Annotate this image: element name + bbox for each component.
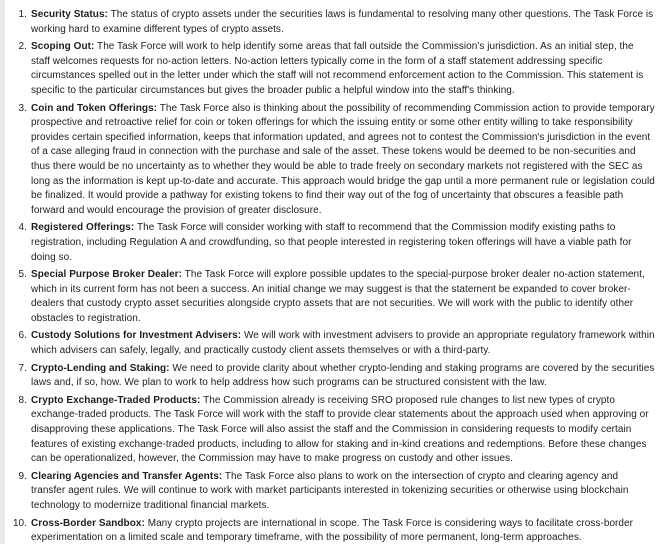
item-text: The Task Force also is thinking about the possibility of recommending Commission action to provide temporary prospective and retroactive relief for coin or token offerings for which the issuing entity or some other entity willing to take responsibility provides certain specified information, keeps that information updated, and agrees not to contest the Commission's jurisdiction in the event of a case alleging fraud in connection with the purchase and sale of the asset. These tokens would be deemed to be non-securities and thus there would be no uncertainty as to whether they would be able to trade freely on secondary markets not registered with the SEC as long as the information is kept up-to-date and accurate. This approach would bridge the gap until a more permanent rule or legislation could be finalized. It would provide a pathway for existing tokens to find their way out of the fog of uncertainty that obscures a feasible path forward and would encourage the provision of greater disclosure. [31, 102, 655, 216]
item-number: 9. [18, 470, 27, 482]
item-number: 6. [18, 330, 27, 342]
item-number: 5. [18, 269, 27, 281]
item-body [31, 268, 655, 326]
item-number: 3. [18, 102, 27, 114]
item-text: The Commission already is receiving SRO proposed rule changes to list new types of crypto exchange-traded products. The Task Force will work with the staff to provide clear statements about the approach used when approving or disapproving these applications. The Task Force will also assist the staff and the Commission in considering requests to modify certain features of existing exchange-traded products, including to allow for staking and in-kind creations and redemptions. Before these changes can be operationalized, however, the Commission may have to make progress on custody and other issues. [31, 394, 649, 465]
item-label: Crypto Exchange-Traded Products: [31, 394, 201, 406]
list-item [1, 517, 655, 546]
item-label: Clearing Agencies and Transfer Agents: [31, 470, 223, 482]
item-number: 4. [18, 222, 27, 234]
item-text: The status of crypto assets under the securities laws is fundamental to resolving many other questions. The Task Force is working hard to examine different types of crypto assets. [31, 9, 654, 35]
item-number: 7. [18, 362, 27, 374]
list-item [1, 102, 655, 219]
item-body [31, 394, 655, 467]
item-number: 2. [18, 41, 27, 53]
item-text: We need to provide clarity about whether crypto-lending and staking programs are covered by the securities laws and, if so, how. We plan to work to help address how such programs can be structured consistent with the law. [31, 362, 655, 389]
list-item [1, 470, 655, 514]
item-text: The Task Force will explore possible updates to the special-purpose broker dealer no-action statement, which in its current form has not been a success. An initial change we may suggest is that the statement be expanded to cover broker-dealers that custody crypto asset securities alongside crypto assets that are not securities. We will work with the public to identify other obstacles to registration. [31, 269, 645, 324]
list-item [1, 8, 655, 37]
item-number: 8. [18, 394, 27, 406]
item-body [31, 102, 655, 219]
item-number: 1. [18, 9, 27, 20]
item-text: Many crypto projects are international in scope. The Task Force is considering ways to facilitate cross-border experimentation on a limited scale and temporary timeframe, with the possibility of more permanent, long-term approaches. [31, 517, 634, 544]
left-edge-strip [0, 0, 5, 544]
item-label: Crypto-Lending and Staking: [31, 362, 170, 374]
list-item [1, 329, 655, 358]
item-label: Registered Offerings: [31, 222, 135, 234]
item-label: Security Status: [31, 9, 108, 20]
list-item [1, 221, 655, 265]
item-text: The Task Force also plans to work on the intersection of crypto and clearing agency and transfer agent rules. We will continue to work with market participants interested in tokenizing securities or otherwise using blockchain technology to modernize traditional financial markets. [31, 470, 629, 511]
item-body [31, 40, 655, 98]
list-item [1, 394, 655, 467]
item-body [31, 221, 655, 265]
list-item [1, 268, 655, 326]
item-number: 10. [12, 517, 27, 529]
item-label: Cross-Border Sandbox: [31, 517, 145, 529]
item-body [31, 362, 655, 391]
list-item [1, 362, 655, 391]
item-body [31, 329, 655, 358]
item-label: Special Purpose Broker Dealer: [31, 269, 183, 281]
item-label: Coin and Token Offerings: [31, 102, 158, 114]
item-body [31, 470, 655, 514]
item-body [31, 517, 655, 546]
item-text: The Task Force will work to help identify some areas that fall outside the Commission's jurisdiction. As an initial step, the staff welcomes requests for no-action letters. No-action letters typically come in the form of a staff statement addressing specific circumstances spelled out in the letter under which the staff will not recommend enforcement action to the Commission. This statement is specific to the particular circumstances but gives the broader public a helpful window into the staff's thinking. [31, 41, 644, 96]
item-text: The Task Force will consider working with staff to recommend that the Commission modify existing paths to registration, including Regulation A and crowdfunding, so that people interested in registering token offerings will have a viable path for doing so. [31, 222, 632, 263]
item-text: We will work with investment advisers to provide an appropriate regulatory framework within which advisers can safely, legally, and practically custody client assets themselves or with a third-party. [31, 330, 655, 357]
item-label: Custody Solutions for Investment Advisers: [31, 330, 242, 342]
item-body [31, 8, 655, 37]
list-item [1, 40, 655, 98]
item-label: Scoping Out: [31, 41, 95, 53]
